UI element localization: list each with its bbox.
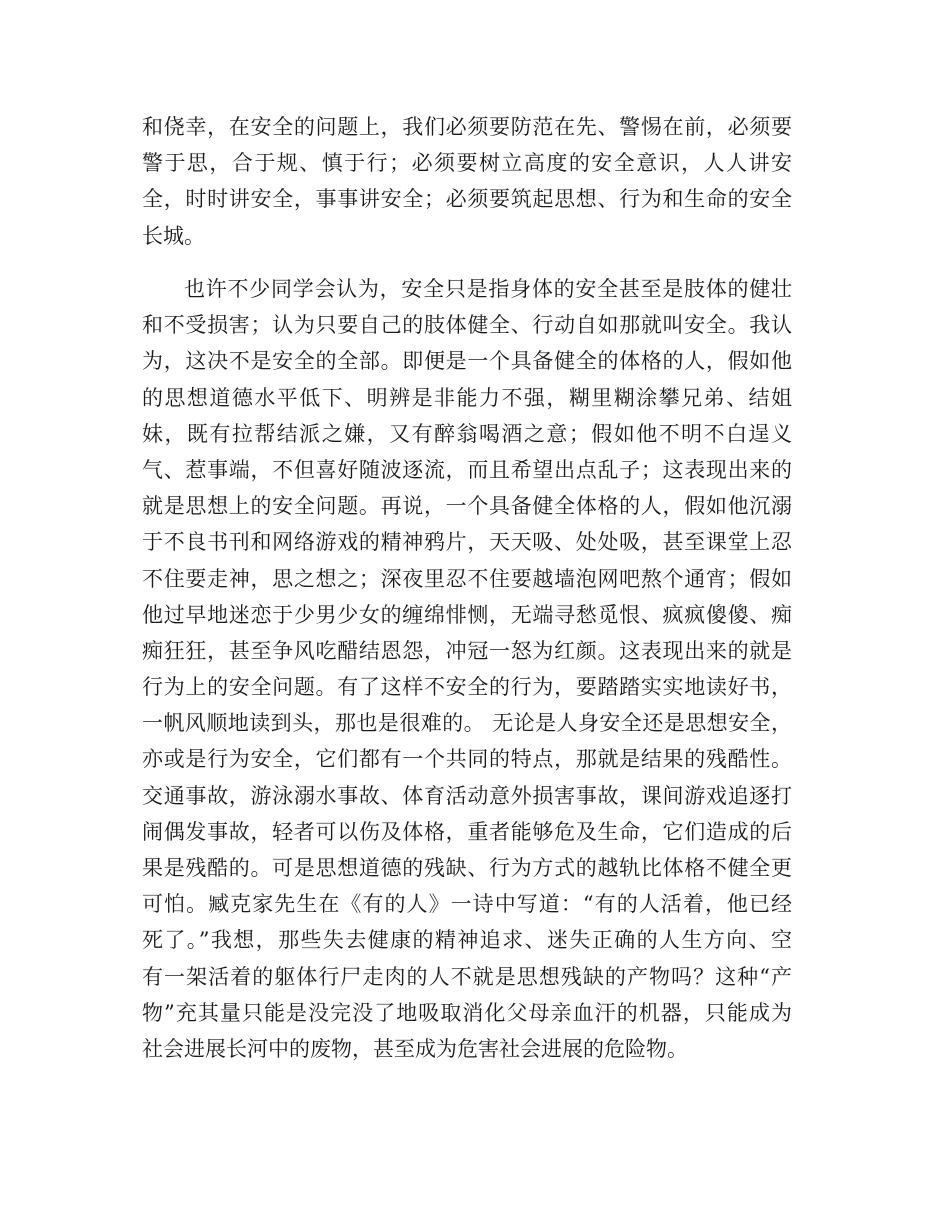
paragraph-line: 和侥幸，在安全的问题上，我们必须要防范在先、警惕在前，必须要 (142, 115, 792, 139)
paragraph-line: 长城。 (142, 223, 205, 248)
paragraph-line: 妹，既有拉帮结派之嫌，又有醉翁喝酒之意；假如他不明不白逞义 (142, 421, 792, 446)
paragraph-line: 可怕。臧克家先生在《有的人》一诗中写道：“有的人活着，他已经 (142, 892, 792, 917)
paragraph-line: 行为上的安全问题。有了这样不安全的行为，要踏踏实实地读好书， (142, 675, 792, 700)
paragraph-line: 社会进展长河中的废物，甚至成为危害社会进展的危险物。 (142, 1036, 688, 1061)
paragraph-line: 的思想道德水平低下、明辨是非能力不强，糊里糊涂攀兄弟、结姐 (142, 385, 792, 410)
paragraph-line: 物”充其量只能是没完没了地吸取消化父母亲血汗的机器，只能成为 (142, 1000, 792, 1025)
paragraph-line: 全，时时讲安全，事事讲安全；必须要筑起思想、行为和生命的安全 (142, 187, 792, 212)
paragraph-line: 他过早地迷恋于少男少女的缠绵悱恻，无端寻愁觅恨、疯疯傻傻、痴 (142, 602, 792, 627)
paragraph-line: 警于思，合于规、慎于行；必须要树立高度的安全意识，人人讲安 (142, 151, 792, 176)
paragraph-line: 也许不少同学会认为，安全只是指身体的安全甚至是肢体的健壮 (184, 277, 792, 301)
paragraph-line: 为，这决不是安全的全部。即便是一个具备健全的体格的人，假如他 (142, 349, 792, 374)
paragraph-line: 于不良书刊和网络游戏的精神鸦片，天天吸、处处吸，甚至课堂上忍 (142, 530, 792, 555)
paragraph-line: 气、惹事端，不但喜好随波逐流，而且希望出点乱子；这表现出来的 (142, 457, 792, 482)
paragraph-line: 死了。”我想，那些失去健康的精神追求、迷失正确的人生方向、空 (142, 928, 792, 953)
paragraph-line: 不住要走神，思之想之；深夜里忍不住要越墙泡网吧熬个通宵；假如 (142, 566, 792, 591)
paragraph-line: 一帆风顺地读到头，那也是很难的。 无论是人身安全还是思想安全， (142, 711, 792, 736)
paragraph-line: 和不受损害；认为只要自己的肢体健全、行动自如那就叫安全。我认 (142, 313, 792, 338)
paragraph-line: 交通事故，游泳溺水事故、体育活动意外损害事故，课间游戏追逐打 (142, 783, 792, 808)
paragraph-2 (142, 271, 792, 1067)
paragraph-1 (142, 109, 792, 254)
paragraph-line: 痴狂狂，甚至争风吃醋结恩怨，冲冠一怒为红颜。这表现出来的就是 (142, 638, 792, 663)
paragraph-line: 有一架活着的躯体行尸走肉的人不就是思想残缺的产物吗？这种“产 (142, 964, 792, 989)
paragraph-line: 亦或是行为安全，它们都有一个共同的特点，那就是结果的残酷性。 (142, 747, 792, 772)
paragraph-line: 闹偶发事故，轻者可以伤及体格，重者能够危及生命，它们造成的后 (142, 819, 792, 844)
paragraph-line: 就是思想上的安全问题。再说，一个具备健全体格的人，假如他沉溺 (142, 494, 792, 519)
paragraph-line: 果是残酷的。可是思想道德的残缺、行为方式的越轨比体格不健全更 (142, 856, 792, 880)
